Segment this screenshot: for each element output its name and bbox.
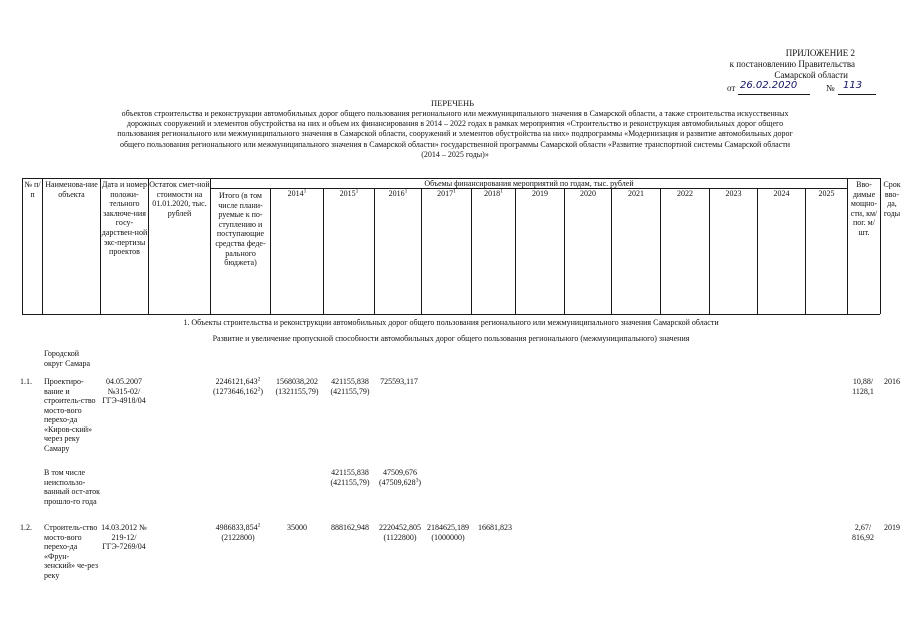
district-label: Городской округ Самара [44,349,91,368]
col-border [660,188,661,314]
header-year: 2019 [532,189,548,198]
row-value-2014: 35000 [287,523,307,532]
document-title: ПЕРЕЧЕНЬ [431,98,474,108]
header-year: 2014$^1$ [287,188,307,198]
header-year: 2020 [580,189,596,198]
document-heading [10,109,900,160]
heading-line: объектов строительства и реконструкции автомобильных дорог общего пользования регионального или межмуниципального значения в Самарской области, а также строительства искусственных [121,109,789,118]
header-total: Итого (в том числе плани-руемые к по-ступлению и поступающие средства феде-рального бюджета) [215,191,266,268]
row-total: 2246121,643$^2$ (1273646,162$^2$) [212,376,264,396]
header-volumes: Объемы финансирования мероприятий по годам, тыс. рублей [424,179,634,188]
col-border [270,188,271,314]
row-value-2016: 725593,117 [380,377,418,386]
col-border [805,188,806,314]
col-border [323,188,324,314]
number-prefix: № [826,83,835,93]
col-border [42,178,43,314]
header-year: 2018$^1$ [484,188,503,198]
header-year: 2015$^1$ [339,188,359,198]
col-border [564,188,565,314]
col-border [709,188,710,314]
header-capacity: Вво-димые мощно-сти, км/ пог. м/шт. [850,180,878,237]
row-value-2014: 1568038,202 (1321155,79) [275,377,319,396]
col-border [421,188,422,314]
row-expertise: 04.05.2007 №315-02/ГГЭ-4918/04 [102,377,146,405]
header-bottom-border [22,314,880,315]
heading-line: дорожных сооружений и элементов обустройства на них и объем их финансирования в 2014 – 2022 годах в рамках мероприятия «Строительство и реконструкция автомобильных дорог общего [126,119,784,129]
row-term: 2019 [884,523,900,532]
section-title: 1. Объекты строительства и реконструкции автомобильных дорог общего пользования регионального или межмуниципального значения Самарской области [183,318,719,327]
row-value-2018: 16681,823 [478,523,512,532]
col-border [374,188,375,314]
row-expertise: 14.03.2012 № 219-12/ГГЭ-7269/04 [101,523,147,551]
heading-line: пользования регионального или межмуниципального значения в Самарской области, сооружений и элементов обустройства на них» подпрограммы «Модернизация и развитие автомобильных дорог [117,129,793,139]
header-year: 2022 [677,189,693,198]
header-year: 2017$^1$ [437,188,456,198]
row-number: 1.1. [20,377,32,386]
header-expertise: Дата и номер положи-тельного заключе-ния госу-дарствен-ной экс-пертизы проектов [101,180,148,257]
handwritten-date: 26.02.2020 [740,80,798,91]
header-year: 2024 [773,189,790,198]
row-value-2015: 421155,838 (421155,79) [330,377,370,396]
row-name: Проектиро-вание и строитель-ство мосто-вого перехо-да «Киров-ский» через реку Самару [44,377,96,453]
appendix-title: ПРИЛОЖЕНИЕ 2 [785,48,855,58]
handwritten-number: 113 [843,80,863,91]
row-value-2015: 421155,838 (421155,79) [330,468,370,487]
col-border [471,188,472,314]
col-border [757,188,758,314]
header-num: № п/п [24,180,41,199]
header-term: Срок вво-да, годы [883,180,901,218]
row-value-2015: 888162,948 [331,523,369,532]
heading-line: (2014 – 2025 годы)» [421,149,489,159]
row-name: В том числе неиспользо-ванный ост-аток прошло-го года [44,468,100,506]
date-underline [738,94,810,95]
heading-line: общего пользования регионального или межмуниципального значения в Самарской области» государственной программы Самарской области «Развитие транспортной системы Самарской области [119,139,791,149]
appendix-line2: Самарской области [774,70,848,80]
header-year: 2025 [818,189,835,198]
row-capacity: 2,67/ 816,92 [852,523,874,542]
header-name: Наименова-ние объекта [45,180,98,199]
row-value-2017: 2184625,189 (1000000) [427,523,469,542]
col-border [611,188,612,314]
appendix-line1: к постановлению Правительства [729,59,855,69]
number-underline [838,94,876,95]
subsection-title: Развитие и увеличение пропускной способности автомобильных дорог общего пользования регионального (межмуниципального) значения [212,334,690,343]
header-year: 2016$^1$ [388,188,408,198]
row-value-2016: 2220452,805 (1122800) [379,523,421,542]
header-year: 2023 [725,189,742,198]
header-remainder: Остаток смет-ной стоимости на 01.01.2020, тыс. рублей [149,180,210,218]
row-number: 1.2. [20,523,32,532]
col-border [515,188,516,314]
date-prefix: от [727,83,736,93]
row-value-2016: 47509,676 (47509,628$^3$) [378,468,422,487]
row-term: 2016 [884,377,900,386]
row-name: Строитель-ство мосто-вого перехо-да «Фрун-зенский» че-рез реку [44,523,99,580]
header-year: 2021 [628,189,644,198]
appendix-block [700,48,880,81]
row-total: 4986833,854$^2$ (2122800) [215,522,261,542]
row-capacity: 10,88/ 1128,1 [852,377,874,396]
